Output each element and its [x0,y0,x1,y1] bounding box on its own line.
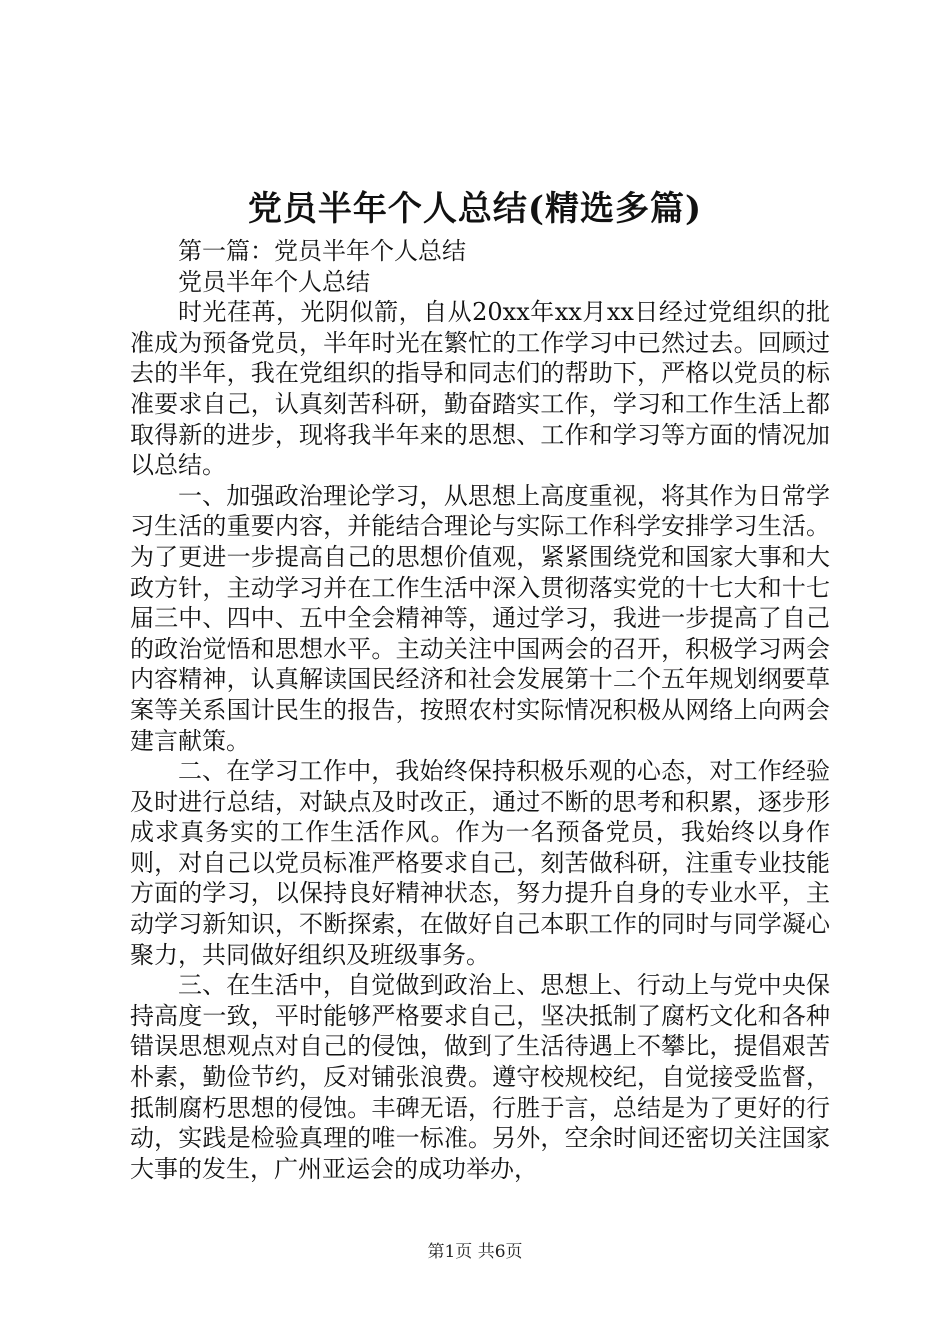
body-paragraph: 二、在学习工作中，我始终保持积极乐观的心态，对工作经验及时进行总结，对缺点及时改正，通过不断的思考和积累，逐步形成求真务实的工作生活作风。作为一名预备党员，我始终以身作则，对自己以党员标准严格要求自己，刻苦做科研，注重专业技能方面的学习，以保持良好精神状态，努力提升自身的专业水平，主动学习新知识，不断探索，在做好自己本职工作的同时与同学凝心聚力，共同做好组织及班级事务。 [130,757,830,969]
body-paragraph: 时光荏苒，光阴似箭，自从20xx年xx月xx日经过党组织的批准成为预备党员，半年时光在繁忙的工作学习中已然过去。回顾过去的半年，我在党组织的指导和同志们的帮助下，严格以党员的标准要求自己，认真刻苦科研，勤奋踏实工作，学习和工作生活上都取得新的进步，现将我半年来的思想、工作和学习等方面的情况加以总结。 [130,298,830,480]
document-title: 党员半年个人总结(精选多篇) [247,189,703,229]
body-paragraph: 一、加强政治理论学习，从思想上高度重视，将其作为日常学习生活的重要内容，并能结合理论与实际工作科学安排学习生活。为了更进一步提高自己的思想价值观，紧紧围绕党和国家大事和大政方针，主动学习并在工作生活中深入贯彻落实党的十七大和十七届三中、四中、五中全会精神等，通过学习，我进一步提高了自己的政治觉悟和思想水平。主动关注中国两会的召开，积极学习两会内容精神，认真解读国民经济和社会发展第十二个五年规划纲要草案等关系国计民生的报告，按照农村实际情况积极从网络上向两会建言献策。 [130,481,830,755]
page-number-footer: 第1页 共6页 [427,1242,523,1262]
subsection-heading: 党员半年个人总结 [178,267,370,296]
document-body [130,236,830,1184]
body-paragraph: 三、在生活中，自觉做到政治上、思想上、行动上与党中央保持高度一致，平时能够严格要求自己，坚决抵制了腐朽文化和各种错误思想观点对自己的侵蚀，做到了生活待遇上不攀比，提倡艰苦朴素，勤俭节约，反对铺张浪费。遵守校规校纪，自觉接受监督，抵制腐朽思想的侵蚀。丰碑无语，行胜于言，总结是为了更好的行动，实践是检验真理的唯一标准。另外，空余时间还密切关注国家大事的发生，广州亚运会的成功举办， [130,971,830,1183]
section-heading: 第一篇：党员半年个人总结 [178,237,466,265]
